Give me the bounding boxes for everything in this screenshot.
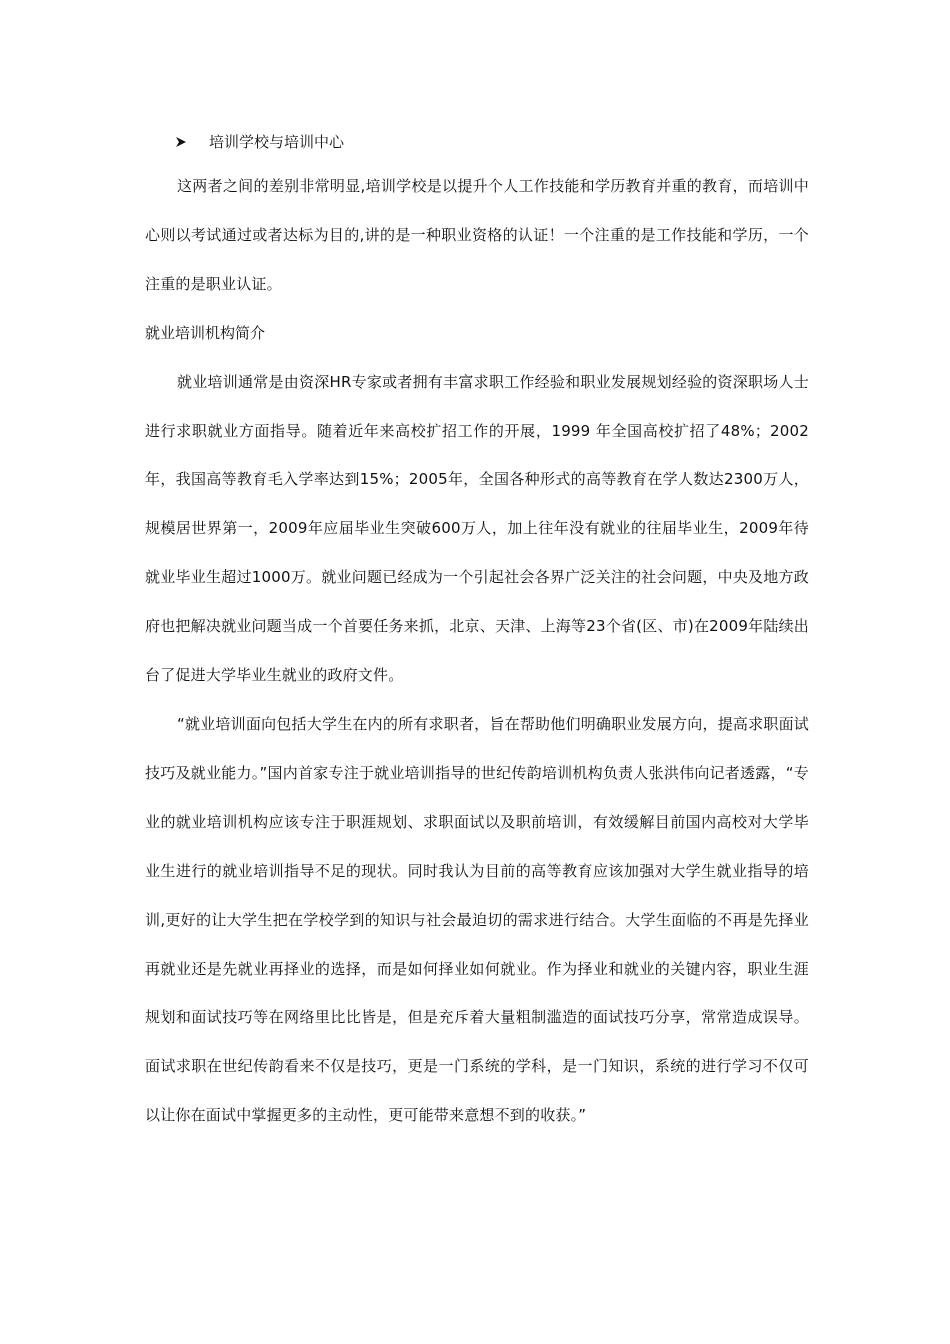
arrowhead-bullet-icon [175,136,187,148]
paragraph-training-schools: 这两者之间的差别非常明显,培训学校是以提升个人工作技能和学历教育并重的教育，而培训中心则以考试通过或者达标为目的,讲的是一种职业资格的认证！一个注重的是工作技能和学历，一个注重的是职业认证。 [145,177,809,293]
paragraph-employment-training-intro: 就业培训通常是由资深HR专家或者拥有丰富求职工作经验和职业发展规划经验的资深职场人士进行求职就业方面指导。随着近年来高校扩招工作的开展，1999 年全国高校扩招了48%；2002年，我国高等教育毛入学率达到15%；2005年，全国各种形式的高等教育在学人数达2300万人，规模居世界第一，2009年应届毕业生突破600万人，加上往年没有就业的往届毕业生，2009年待就业毕业生超过1000万。就业问题已经成为一个引起社会各界广泛关注的社会问题，中央及地方政府也把解决就业问题当成一个首要任务来抓，北京、天津、上海等23个省(区、市)在2009年陆续出台了促进大学毕业生就业的政府文件。 [145,372,809,685]
bullet-list-item [145,122,809,162]
document-body [145,122,809,1140]
section-heading: 就业培训机构简介 [145,323,266,342]
bullet-item-text: 培训学校与培训中心 [209,133,345,151]
paragraph-quote: “就业培训面向包括大学生在内的所有求职者，旨在帮助他们明确职业发展方向，提高求职面试技巧及就业能力。”国内首家专注于就业培训指导的世纪传韵培训机构负责人张洪伟向记者透露，“专业的就业培训机构应该专注于职涯规划、求职面试以及职前培训，有效缓解目前国内高校对大学毕业生进行的就业培训指导不足的现状。同时我认为目前的高等教育应该加强对大学生就业指导的培训,更好的让大学生把在学校学到的知识与社会最迫切的需求进行结合。大学生面临的不再是先择业再就业还是先就业再择业的选择，而是如何择业如何就业。作为择业和就业的关键内容，职业生涯规划和面试技巧等在网络里比比皆是，但是充斥着大量粗制滥造的面试技巧分享，常常造成误导。面试求职在世纪传韵看来不仅是技巧，更是一门系统的学科，是一门知识，系统的进行学习不仅可以让你在面试中掌握更多的主动性，更可能带来意想不到的收获。” [145,714,809,1125]
